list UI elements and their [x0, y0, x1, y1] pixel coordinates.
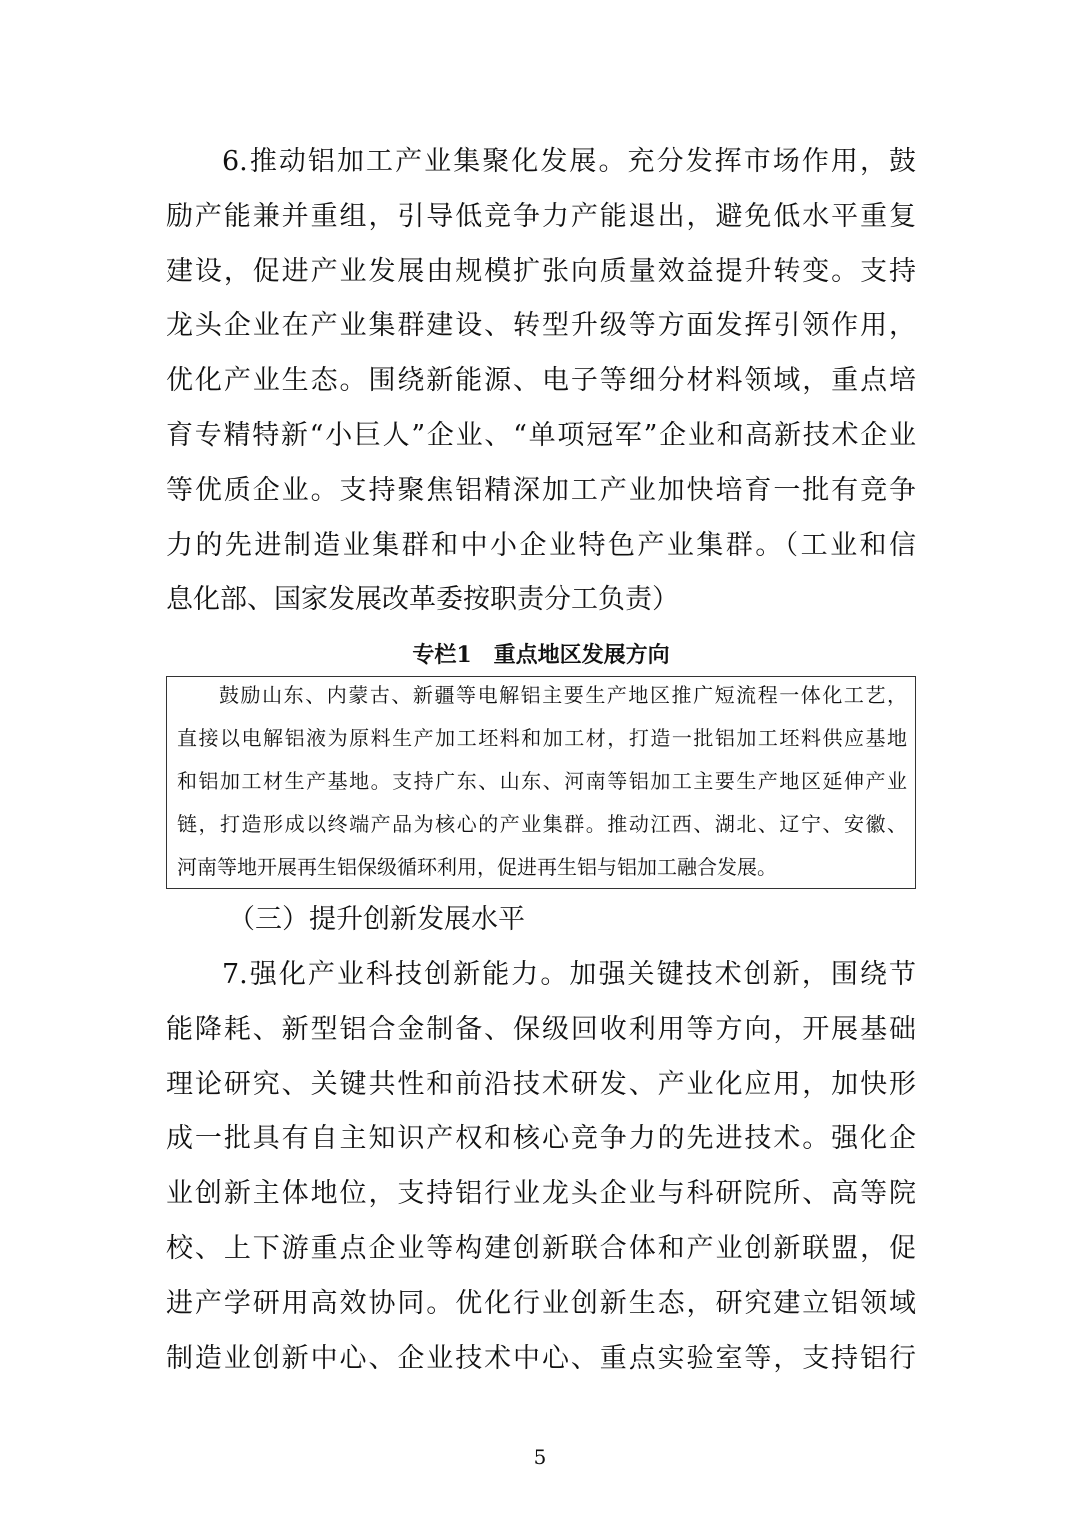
text-line: 理论研究、关键共性和前沿技术研发、产业化应用，加快形	[166, 1068, 916, 1100]
column-box	[166, 676, 916, 889]
text-line: 育专精特新“小巨人”企业、“单项冠军”企业和高新技术企业	[166, 419, 916, 451]
section-heading-3: （三）提升创新发展水平	[228, 904, 525, 935]
text-line: 力的先进制造业集群和中小企业特色产业集群。（工业和信	[166, 529, 916, 561]
text-line: 7.强化产业科技创新能力。加强关键技术创新，围绕节	[222, 959, 916, 990]
text-line: 成一批具有自主知识产权和核心竞争力的先进技术。强化企	[166, 1123, 916, 1155]
text-line: 校、上下游重点企业等构建创新联合体和产业创新联盟，促	[166, 1232, 916, 1264]
text-line: 直接以电解铝液为原料生产加工坯料和加工材，打造一批铝加工坯料供应基地	[177, 726, 907, 750]
column-box-title: 专栏1 重点地区发展方向	[412, 642, 670, 668]
text-line: 河南等地开展再生铝保级循环利用，促进再生铝与铝加工融合发展。	[177, 855, 777, 879]
text-line: 优化产业生态。围绕新能源、电子等细分材料领域，重点培	[166, 365, 916, 397]
text-line: 6.推动铝加工产业集聚化发展。充分发挥市场作用，鼓	[222, 146, 916, 177]
text-line: 息化部、国家发展改革委按职责分工负责）	[166, 584, 679, 616]
text-line: 制造业创新中心、企业技术中心、重点实验室等，支持铝行	[166, 1342, 916, 1374]
text-line: 能降耗、新型铝合金制备、保级回收利用等方向，开展基础	[166, 1013, 916, 1045]
text-line: 鼓励山东、内蒙古、新疆等电解铝主要生产地区推广短流程一体化工艺，	[219, 683, 907, 707]
page-number: 5	[533, 1445, 547, 1469]
text-line: 业创新主体地位，支持铝行业龙头企业与科研院所、高等院	[166, 1178, 916, 1210]
paragraph-section-6	[166, 135, 916, 628]
text-line: 龙头企业在产业集群建设、转型升级等方面发挥引领作用，	[166, 310, 916, 342]
text-line: 进产学研用高效协同。优化行业创新生态，研究建立铝领域	[166, 1287, 916, 1319]
text-line: 励产能兼并重组，引导低竞争力产能退出，避免低水平重复	[166, 200, 916, 232]
text-line: 建设，促进产业发展由规模扩张向质量效益提升转变。支持	[166, 255, 916, 287]
text-line: 等优质企业。支持聚焦铝精深加工产业加快培育一批有竞争	[166, 474, 916, 506]
text-line: 和铝加工材生产基地。支持广东、山东、河南等铝加工主要生产地区延伸产业	[177, 769, 907, 793]
paragraph-section-7	[166, 948, 916, 1386]
text-line: 链，打造形成以终端产品为核心的产业集群。推动江西、湖北、辽宁、安徽、	[177, 812, 907, 836]
